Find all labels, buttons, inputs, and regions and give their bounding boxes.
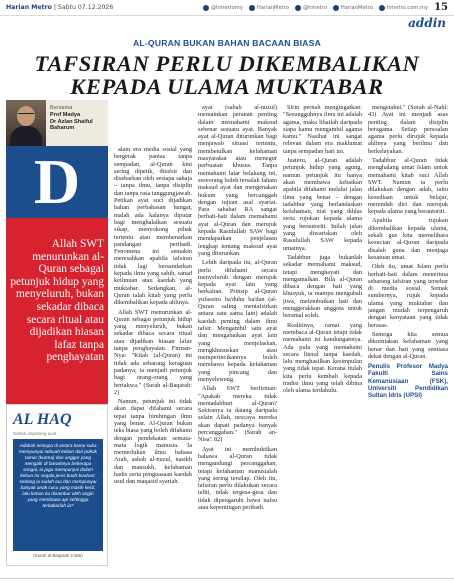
daily-verse-box — [6, 404, 108, 566]
article-column — [198, 104, 277, 570]
paragraph: Lebih daripada itu, al-Quran perlu difahami secara menyeluruh dengan merujuk kepada ayat lain yang berkaitan. Prinsip al-Quran yufassiru ba'duhu ba'dan (al-Quran saling mentafsirkan antara satu sama lain) adalah kaedah penting dalam ilmu tafsir. Mengambil satu ayat dan mengabaikan ayat lain yang menjelaskan, mengkhususkan atau memperincikannya boleh membawa kepada kefahaman yang pincang dan menyeleweng. — [198, 259, 277, 383]
twitter-icon — [203, 5, 209, 11]
paragraph: alam era media sosial yang bergerak pantas tanpa sempadan, al-Quran kini sering dipetik, ditafsir dan disebarkan oleh sesiapa sahaja – tanpa ilmu, tanpa disiplin dan tanpa rasa tanggungjawab. Petikan ayat suci dijadikan bahan perbahasan hangat, malah ada kalanya diputar bagi menghalalkan sesuatu sikap, menyokong pihak tertentu atau membenarkan pandangan peribadi. Fenomena ini semakin meresahkan apabila tafsiran tidak lagi bersandarkan kepada ilmu yang sahih, sanad keilmuan atau kaedah yang muktabar. Sedangkan, al-Quran ialah kitab yang perlu dikembalikan kepada ahlinya. — [114, 146, 192, 307]
paragraph: ayat (sabab al-nuzul) memainkan peranan penting dalam memahami maksud sebenar sesuatu ayat. Banyak ayat al-Quran diturunkan bagi menjawab situasi tertentu, membetulkan kefahaman masyarakat atau menegur perbuatan khusus. Tanpa memahami latar belakang ini, seseorang boleh tersalah faham maksud ayat dan mengenakan hukum yang bercanggah dengan tujuan asal syariat. Para sahabat RA sangat berhati-hati dalam memahami ayat al-Quran dan merujuk kepada Rasulullah SAW bagi mendapatkan penjelasan lengkap tentang maksud ayat yang diturunkan. — [198, 104, 277, 257]
newspaper-name: Harian Metro — [6, 4, 52, 11]
dropcap: D — [33, 146, 81, 217]
social-link[interactable]: hmetro.com.my — [379, 5, 428, 11]
paragraph: Tadabbur al-Quran tidak menghalang umat Islam untuk memahami kitab suci Allah SWT. Namun ia perlu dilakukan dengan adab, iaitu kesediaan untuk belajar, merendah diri dan merujuk kepada ulama yang berautoriti. — [368, 157, 448, 216]
author-photo — [6, 100, 46, 146]
social-links — [203, 5, 428, 11]
headline-line: KEPADA ULAMA MUKTABAR — [70, 74, 384, 99]
headline — [0, 52, 454, 98]
section-logo: addin — [408, 16, 446, 30]
author-credit: Penulis Profesor Madya Fakulti Sains Kemanusiaan (FSK), Universiti Pendidikan Sultan Idris (UPSI) — [368, 363, 448, 399]
paragraph: Allah SWT berfirman: "Apakah mereka tidak mentadabburi al-Quran? Sekiranya ia datang daripada selain Allah, nescaya mereka akan dapati padanya banyak percanggahan." (Surah an-Nisa': 82) — [198, 385, 277, 444]
page-rule — [0, 578, 454, 579]
pull-quote: Allah SWT menurunkan al-Quran sebagai petunjuk hidup yang menyeluruh, bukan sekadar dibaca secara ritual atau dijadikan hiasan lafaz tanpa penghayatan — [10, 238, 104, 364]
social-link[interactable]: HarianMetro — [249, 5, 289, 11]
page-number: 15 — [434, 2, 448, 13]
youtube-icon — [333, 5, 339, 11]
author-name: Dr Azlan Shaiful — [50, 118, 93, 125]
paragraph: Apabila rujukan dikembalikan kepada ulama, sekali gus kita memelihara kesucian al-Quran daripada disalah guna dan menjaga kesatuan umat. — [368, 217, 448, 261]
author-names — [46, 100, 97, 146]
author-name: Prof Madya — [50, 111, 81, 118]
article-column — [283, 104, 362, 570]
paragraph: Realitinya, ramai yang membaca al-Quran tetapi tidak memahami isi kandungannya. Ada pula yang memahami secara literal tanpa kaedah, lalu menghasilkan kesimpulan yang tidak tepat. Kerana itulah kita perlu kembali kepada tradisi ilmu yang telah dibina oleh ulama terdahulu. — [283, 321, 362, 395]
verse-text: Adakah sesiapa di antara kamu suka mempunyai sebuah kebun dari pokok tamar (kurma) dan anggur yang mengalir di bawahnya beberapa sungai, ia juga mempunyai dalam kebun itu segala jenis buah-buahan; sedang ia sudah tua dan mempunyai banyak anak cucu yang masih kecil, lalu kebun itu disambar oleh angin yang membawa api sehingga terbakarlah ia? — [13, 439, 103, 551]
masthead-info: Harian Metro | Sabtu 07.12.2026 — [6, 4, 114, 11]
dropcap-box — [6, 146, 108, 218]
paragraph: Sirin pernah mengingatkan: "Sesungguhnya ilmu ini adalah agama, maka lihatlah daripada siapa kamu mengambil agama kamu." Nasihat ini sangat relevan dalam era maklumat tanpa sempadan hari ini. — [283, 104, 362, 155]
paragraph: Ayat ini membuktikan bahawa al-Quran tidak mengandungi percanggahan, tetapi kefahaman manusialah yang sering tersilap. Oleh itu, tafsiran perlu dilakukan secara teliti, tidak tergesa-gesa dan tidak dipengaruhi hawa nafsu atau kepentingan peribadi. — [198, 445, 277, 512]
author-label: Bersama — [50, 105, 73, 111]
kicker: AL-QURAN BUKAN BAHAN BACAAN BIASA — [132, 38, 321, 48]
headline-line: TAFSIRAN PERLU DIKEMBALIKAN — [34, 51, 420, 76]
social-link[interactable]: @hmetro — [295, 5, 327, 11]
author-box — [6, 100, 108, 146]
paragraph: Justeru, al-Quran adalah petunjuk hidup yang agung, namun petunjuk itu hanya akan membawa kebaikan apabila difahami melalui jalan ilmu yang benar – dengan tadabbur yang berlandaskan kefahaman, niat yang ikhlas serta rujukan kepada ulama yang berautoriti. Inilah jalan yang diwariskan oleh Rasulullah SAW kepada umatnya. — [283, 157, 362, 252]
instagram-icon — [295, 5, 301, 11]
paragraph: Tadabbur juga bukanlah sekadar memahami maksud, tetapi menghayati dan mengamalkan. Bila al-Quran dibaca dengan hati yang khusyuk, ia mampu mengubah jiwa, melembutkan hati dan menggerakkan anggota untuk beramal soleh. — [283, 253, 362, 320]
author-name: Baharum — [50, 125, 75, 132]
article-column — [114, 146, 192, 570]
social-link[interactable]: HarianMetro — [333, 5, 373, 11]
verse-source: (Surah al-Baqarah 2:266) — [33, 553, 83, 558]
facebook-icon — [249, 5, 255, 11]
paragraph: mengetahui." (Surah al-Nahl: 43) Ayat ini menjadi asas penting dalam disiplin beragama. Setiap persoalan agama perlu dirujuk kepada ahlinya yang berilmu dan berkelayakan. — [368, 104, 448, 155]
issue-date: Sabtu 07.12.2026 — [57, 4, 114, 11]
verse-subtitle: Sehari sepotong ayat — [13, 431, 57, 436]
section-bar — [0, 16, 454, 28]
web-icon — [379, 5, 385, 11]
social-link[interactable]: @hmetromy — [203, 5, 243, 11]
al-haq-logo: AL HAQ — [13, 411, 72, 428]
article-column — [368, 104, 448, 570]
paragraph: Allah SWT menurunkan al-Quran sebagai petunjuk hidup yang menyeluruh, bukan sekadar dibaca secara ritual atau dijadikan hiasan lafaz tanpa penghayatan. Firman-Nya: "Kitab (al-Quran) ini tidak ada sebarang keraguan padanya; ia menjadi petunjuk bagi orang-orang yang bertakwa." (Surah al-Baqarah: 2) — [114, 308, 192, 396]
masthead — [0, 0, 454, 16]
paragraph: Oleh itu, umat Islam perlu berhati-hati dalam menerima sebarang tafsiran yang tersebar di media sosial. Semak sumbernya, rujuk kepada ulama yang muktabar dan jangan mudah terpengaruh dengan kenyataan yang tidak berasas. — [368, 263, 448, 329]
paragraph: Semoga kita semua dikurniakan kefahaman yang benar dan hati yang sentiasa dekat dengan al-Quran. — [368, 330, 448, 360]
paragraph: Namun, petunjuk ini tidak akan dapat difahami secara tepat tanpa bimbingan ilmu yang benar. Al-Quran bukan teks biasa yang boleh difahami dengan pendekatan semata-mata logik manusia. Ia memerlukan ilmu bahasa Arab, asbab al-nuzul, nasikh dan mansukh, kefahaman hadis serta penguasaan kaedah usul dan maqasid syariah. — [114, 398, 192, 486]
